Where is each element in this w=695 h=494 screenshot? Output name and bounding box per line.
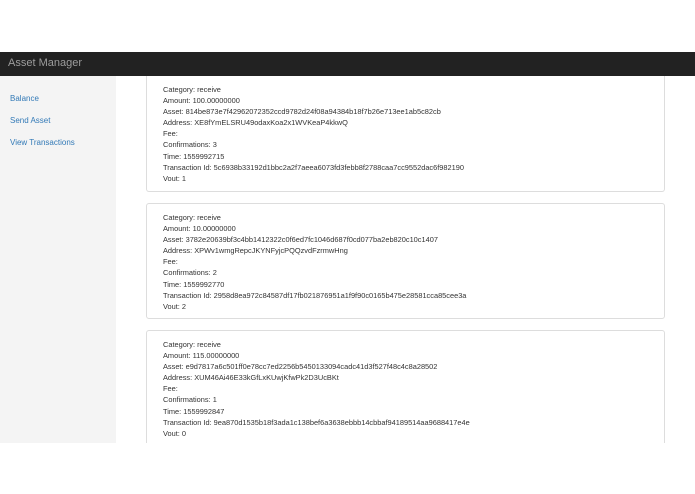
- transaction-vout: Vout: 0: [163, 428, 187, 438]
- sidebar-item-view-transactions[interactable]: View Transactions: [10, 138, 75, 147]
- transaction-amount: Amount: 100.00000000: [163, 96, 240, 106]
- transaction-address: Address: XUM46Ai46E33kGfLxKUwjKfwPk2D3UcBKt: [163, 373, 339, 383]
- page-background: [0, 443, 695, 494]
- app-title[interactable]: Asset Manager: [8, 57, 82, 69]
- transaction-asset: Asset: 814be873e7f42962072352ccd9782d24f08a94384b18f7b26e713ee1ab5c82cb: [163, 107, 441, 117]
- transaction-time: Time: 1559992715: [163, 151, 225, 161]
- transaction-card: [146, 203, 665, 319]
- sidebar-item-balance[interactable]: Balance: [10, 94, 39, 103]
- transaction-vout: Vout: 2: [163, 301, 187, 311]
- transaction-amount: Amount: 115.00000000: [163, 351, 240, 361]
- transaction-fee: Fee:: [163, 129, 178, 139]
- transaction-card: [146, 330, 665, 443]
- transaction-category: Category: receive: [163, 213, 221, 222]
- navbar: [0, 52, 695, 76]
- transactions-list: [116, 76, 695, 443]
- transaction-category: Category: receive: [163, 340, 221, 349]
- transaction-asset: Asset: e9d7817a6c501ff0e78cc7ed2256b5450133094cadc41d3f527f48c4c8a28502: [163, 362, 438, 372]
- transaction-fee: Fee:: [163, 257, 178, 267]
- transaction-address: Address: XPWv1wmgRepcJKYNFyjcPQQzvdFzrmwHng: [163, 246, 348, 256]
- transaction-time: Time: 1559992770: [163, 279, 225, 289]
- transaction-asset: Asset: 3782e20639bf3c4bb1412322c0f6ed7fc1046d687f0cd077ba2eb820c10c1407: [163, 235, 438, 245]
- sidebar: [0, 76, 116, 443]
- transaction-amount: Amount: 10.00000000: [163, 224, 236, 234]
- transaction-fee: Fee:: [163, 384, 178, 394]
- transaction-vout: Vout: 1: [163, 173, 187, 183]
- transaction-id: Transaction Id: 2958d8ea972c84587df17fb021876951a1f9f90c0165b475e28581cca85cee3a: [163, 290, 467, 300]
- transaction-id: Transaction Id: 9ea870d1535b18f3ada1c138bef6a3638ebbb14cbbaf94189514aa9688417e4e: [163, 417, 470, 427]
- transaction-category: Category: receive: [163, 85, 221, 94]
- transaction-id: Transaction Id: 5c6938b33192d1bbc2a2f7aeea6073fd3febb8f2788caa7cc9552dac6f982190: [163, 162, 464, 172]
- transaction-card: [146, 76, 665, 192]
- transaction-confirmations: Confirmations: 1: [163, 395, 217, 405]
- sidebar-item-send-asset[interactable]: Send Asset: [10, 116, 51, 125]
- transaction-time: Time: 1559992847: [163, 406, 225, 416]
- app-window: [0, 52, 695, 443]
- transaction-confirmations: Confirmations: 2: [163, 268, 217, 278]
- transaction-confirmations: Confirmations: 3: [163, 140, 217, 150]
- transaction-address: Address: XE8fYmELSRU49odaxKoa2x1WVKeaP4kkwQ: [163, 118, 348, 128]
